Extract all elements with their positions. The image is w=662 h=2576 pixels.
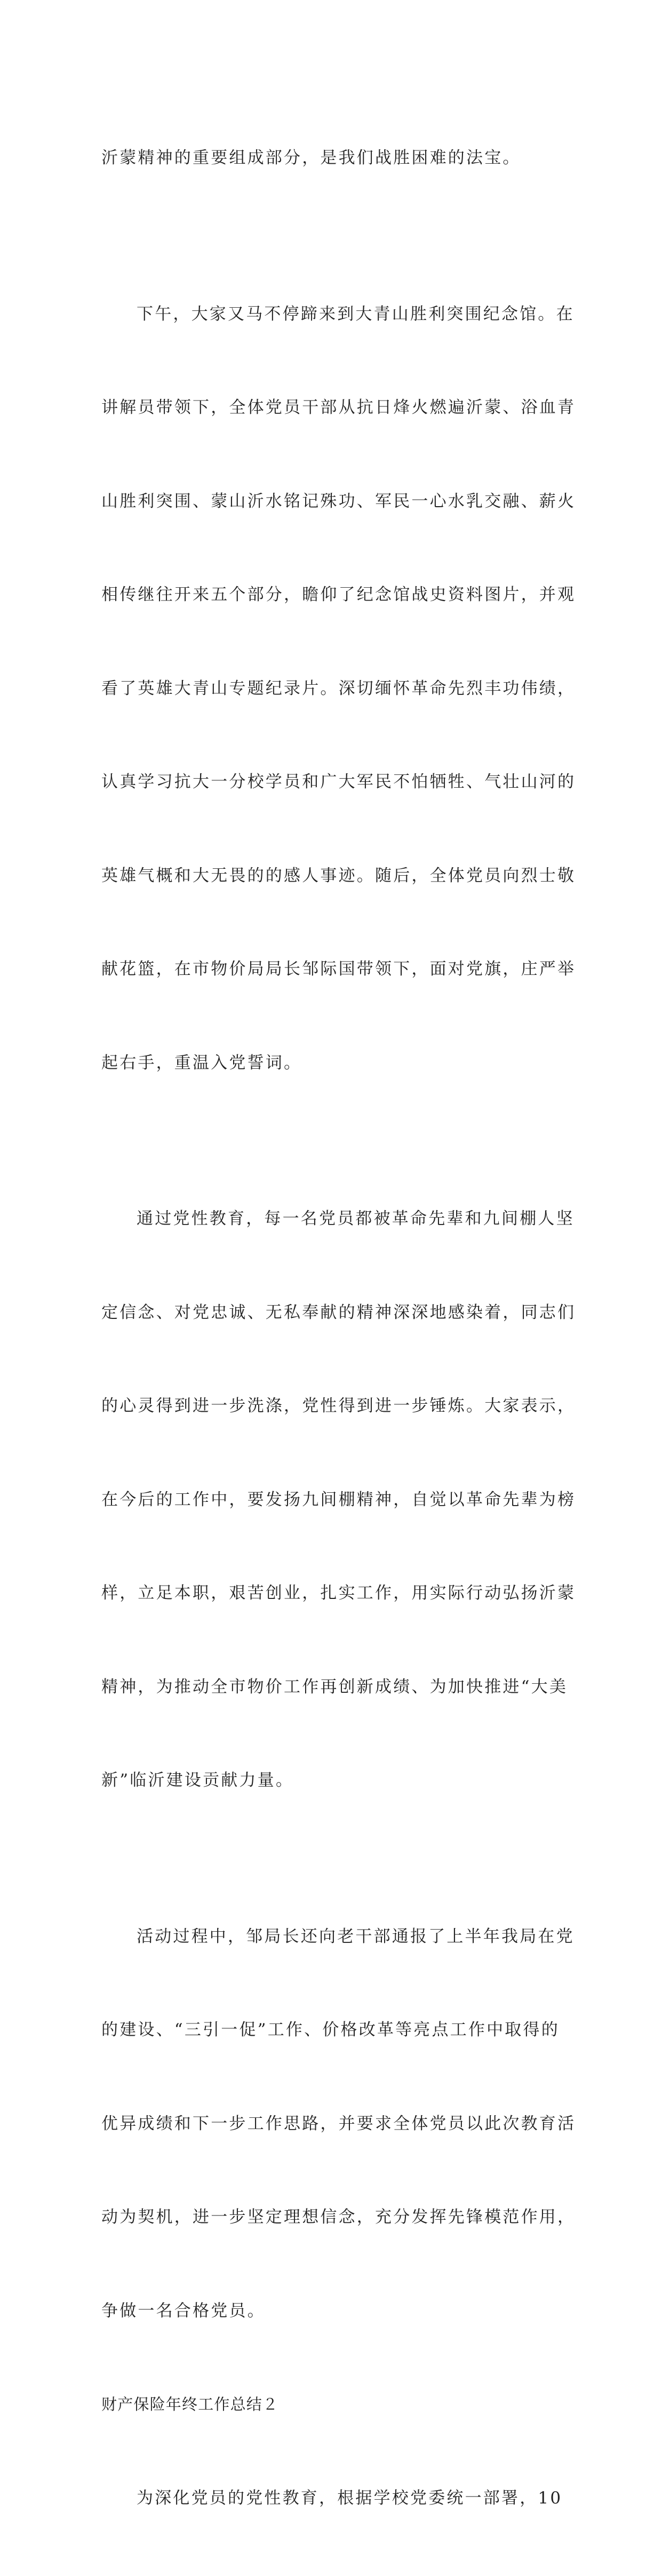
text-line: 献花篮，在市物价局局长邹际国带领下，面对党旗，庄严举	[101, 954, 565, 985]
text-line: 的心灵得到进一步洗涤，党性得到进一步锤炼。大家表示，	[101, 1390, 565, 1422]
text-line: 认真学习抗大一分校学员和广大军民不怕牺牲、气壮山河的	[101, 766, 565, 798]
text-line: 通过党性教育，每一名党员都被革命先辈和九间棚人坚	[101, 1203, 565, 1235]
text-line: 讲解员带领下，全体党员干部从抗日烽火燃遍沂蒙、浴血青	[101, 392, 565, 423]
text-line: 定信念、对党忠诚、无私奉献的精神深深地感染着，同志们	[101, 1297, 565, 1329]
text-line: 优异成绩和下一步工作思路，并要求全体党员以此次教育活	[101, 2108, 565, 2140]
text-line: 动为契机，进一步坚定理想信念，充分发挥先锋模范作用，	[101, 2202, 565, 2233]
text-line: 精神，为推动全市物价工作再创新成绩、为加快推进“大美	[101, 1671, 565, 1703]
document-body	[101, 80, 565, 2576]
paragraph-museum-visit	[101, 236, 565, 1141]
text-line: 下午，大家又马不停蹄来到大青山胜利突围纪念馆。在	[101, 299, 565, 330]
section-heading: 财产保险年终工作总结２	[101, 2389, 565, 2420]
text-line: 样，立足本职，艰苦创业，扎实工作，用实际行动弘扬沂蒙	[101, 1578, 565, 1609]
text-line: 相传继往开来五个部分，瞻仰了纪念馆战史资料图片，并观	[101, 579, 565, 611]
text-line: 看了英雄大青山专题纪录片。深切缅怀革命先烈丰功伟绩，	[101, 673, 565, 705]
text-line: 英雄气概和大无畏的的感人事迹。随后，全体党员向烈士敬	[101, 860, 565, 892]
text-line: 活动过程中，邹局长还向老干部通报了上半年我局在党	[101, 1921, 565, 1953]
text-line: 沂蒙精神的重要组成部分，是我们战胜困难的法宝。	[101, 142, 565, 174]
text-line: 的建设、“三引一促”工作、价格改革等亮点工作中取得的	[101, 2014, 565, 2046]
text-line: 起右手，重温入党誓词。	[101, 1047, 565, 1079]
document-page	[0, 0, 662, 935]
paragraph-new-section	[101, 2420, 565, 2576]
paragraph-party-education	[101, 1141, 565, 1859]
text-line: 在今后的工作中，要发扬九间棚精神，自觉以革命先辈为榜	[101, 1484, 565, 1516]
text-line: 新”临沂建设贡献力量。	[101, 1765, 565, 1796]
paragraph-continuation	[101, 80, 565, 236]
paragraph-activity-report	[101, 1859, 565, 2389]
text-line: 争做一名合格党员。	[101, 2295, 565, 2327]
text-line: 为深化党员的党性教育，根据学校党委统一部署，10	[101, 2483, 565, 2514]
text-line: 山胜利突围、蒙山沂水铭记殊功、军民一心水乳交融、薪火	[101, 486, 565, 517]
